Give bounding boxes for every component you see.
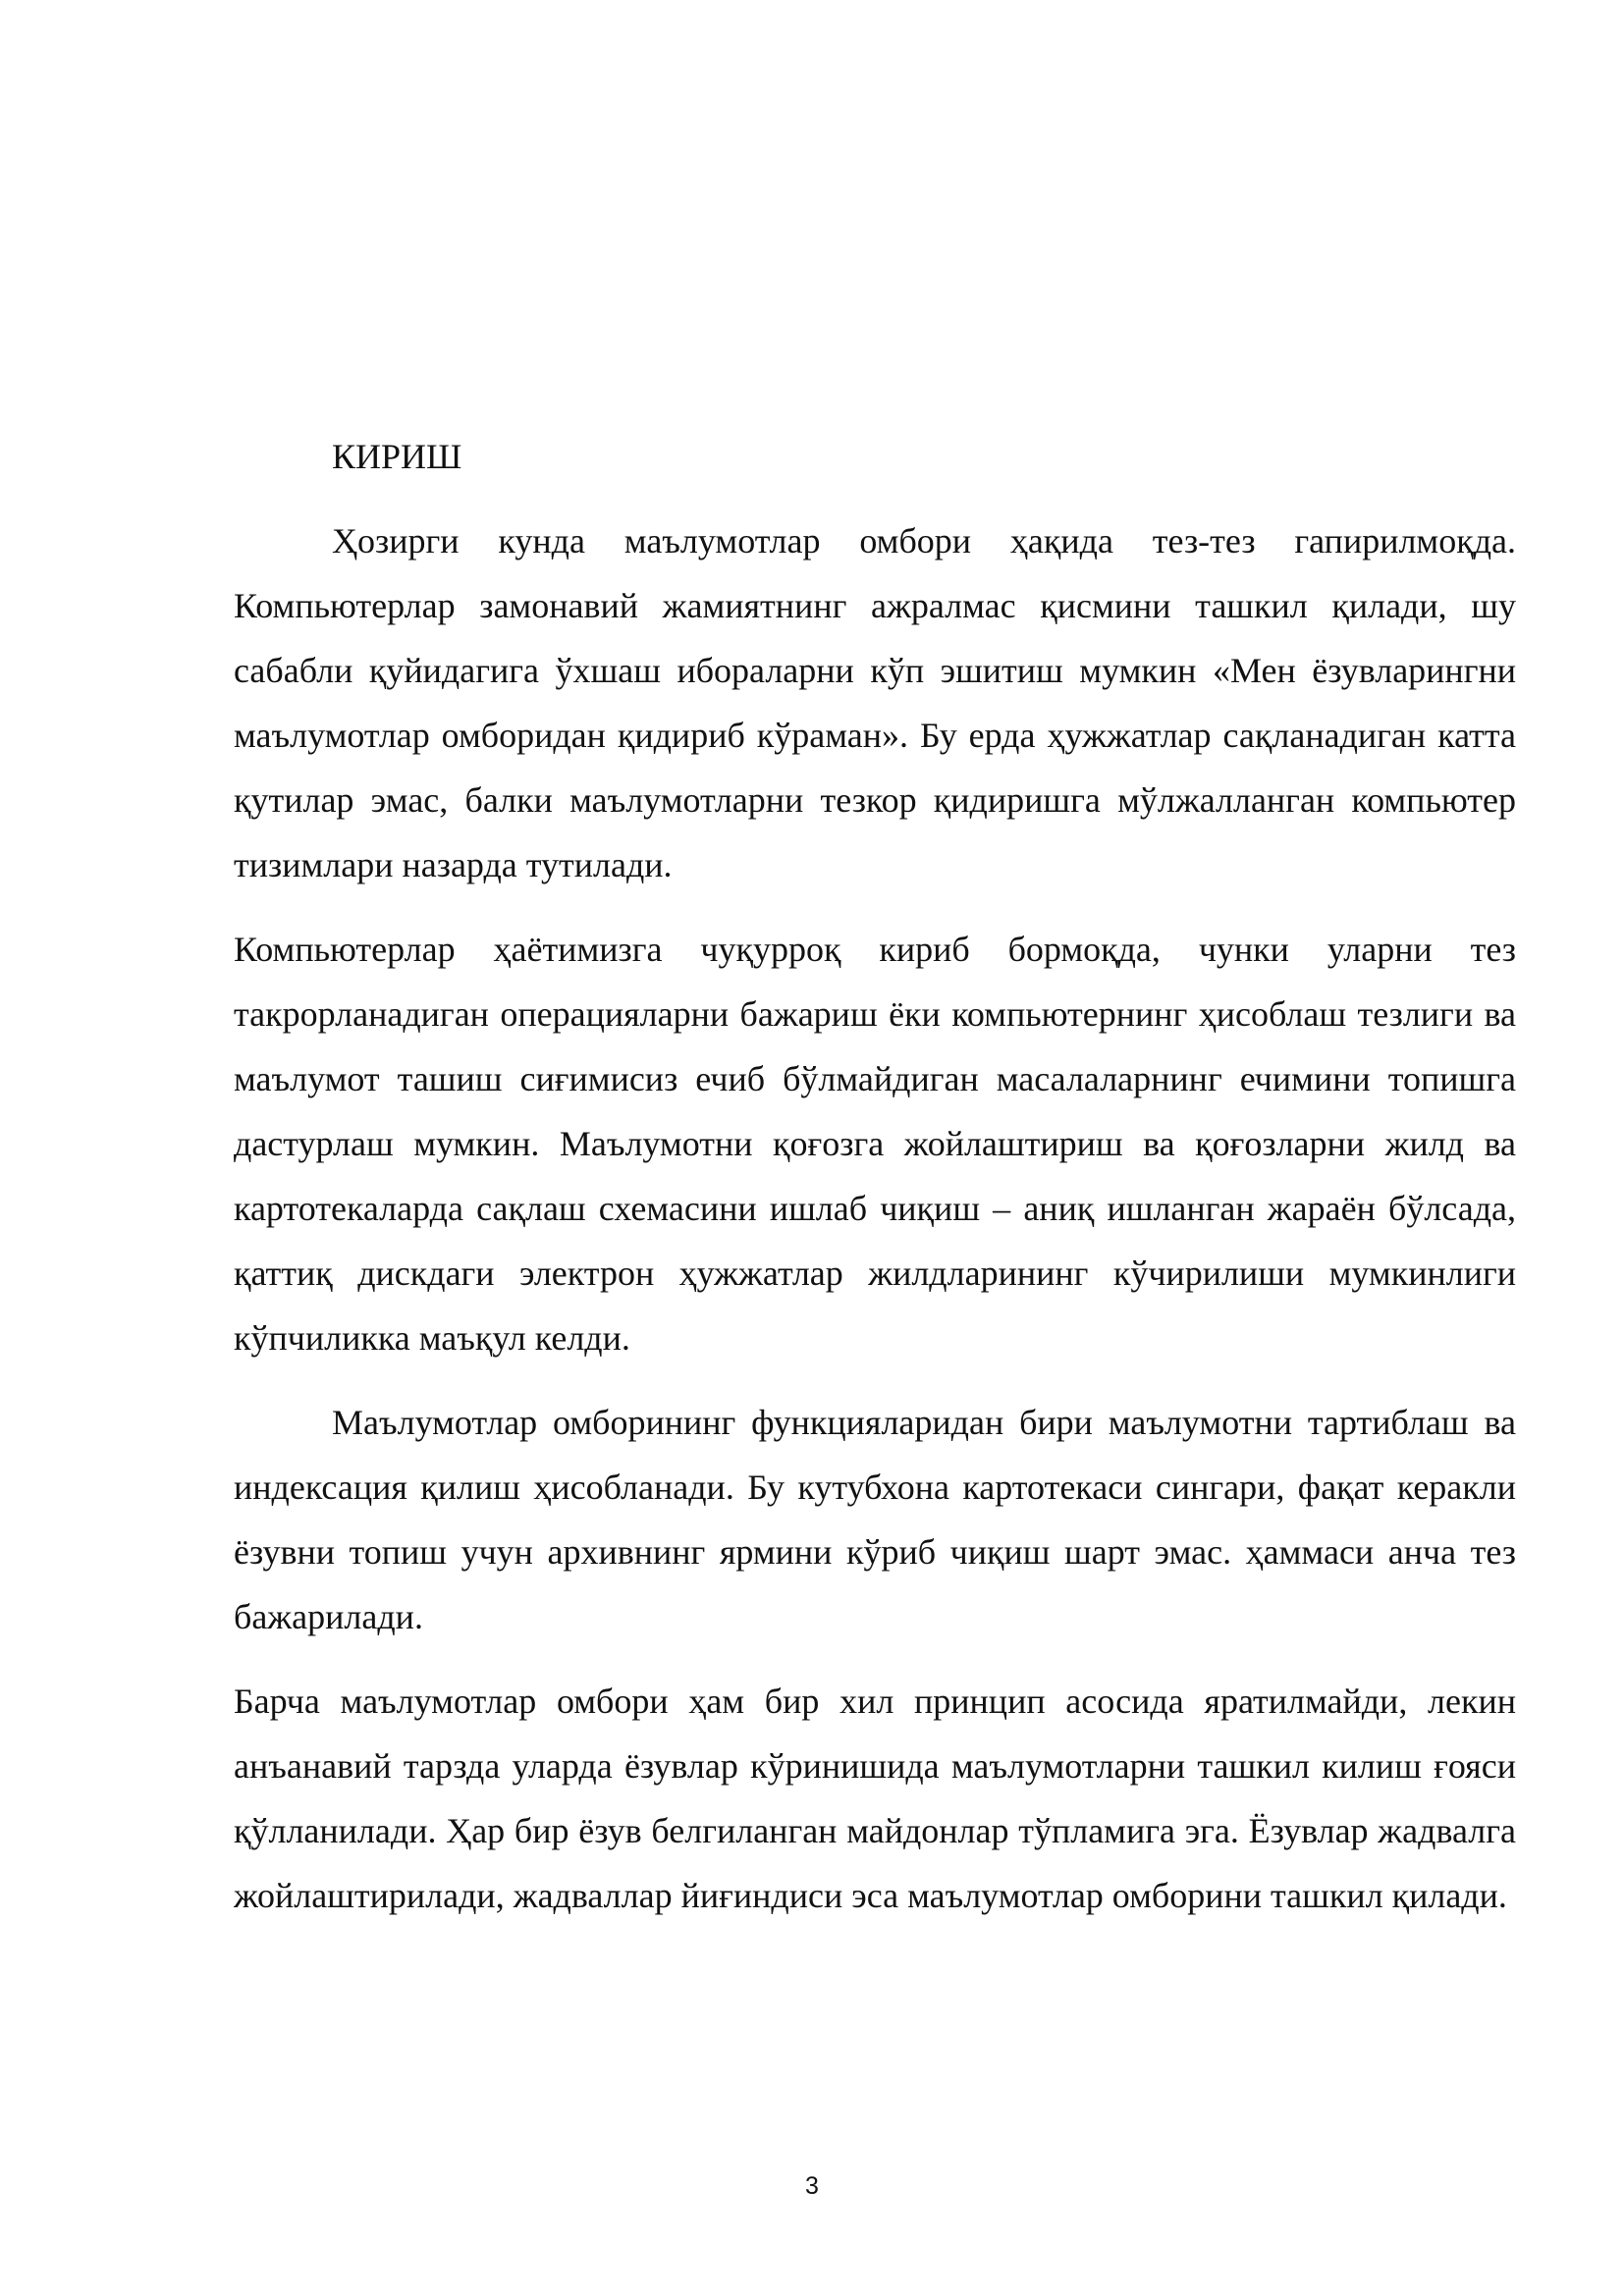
document-body: [234, 424, 1516, 1948]
paragraph-1: Ҳозирги кунда маълумотлар омбори ҳақида тез-тез гапирилмоқда. Компьютерлар замонавий жамиятнинг ажралмас қисмини ташкил қилади, шу сабабли қуйидагига ўхшаш ибораларни кўп эшитиш мумкин «Мен ёзувларингни маълумотлар омборидан қидириб кўраман». Бу ерда ҳужжатлар сақланадиган катта қутилар эмас, балки маълумотларни тезкор қидиришга мўлжалланган компьютер тизимлари назарда тутилади.: [234, 521, 1516, 884]
section-heading: КИРИШ: [332, 437, 462, 476]
page-number: 3: [805, 2172, 819, 2200]
paragraph-3: Маълумотлар омборининг функцияларидан бири маълумотни тартиблаш ва индексация қилиш ҳисобланади. Бу кутубхона картотекаси сингари, фақат керакли ёзувни топиш учун архивнинг ярмини кўриб чиқиш шарт эмас. ҳаммаси анча тез бажарилади.: [234, 1403, 1516, 1636]
paragraph-2: Компьютерлар ҳаётимизга чуқурроқ кириб бормоқда, чунки уларни тез такрорланадиган операцияларни бажариш ёки компьютернинг ҳисоблаш тезлиги ва маълумот ташиш сиғимисиз ечиб бўлмайдиган масалаларнинг ечимини топишга дастурлаш мумкин. Маълумотни қоғозга жойлаштириш ва қоғозларни жилд ва картотекаларда сақлаш схемасини ишлаб чиқиш – аниқ ишланган жараён бўлсада, қаттиқ дискдаги электрон ҳужжатлар жилдларининг кўчирилиши мумкинлиги кўпчиликка маъқул келди.: [234, 930, 1516, 1358]
paragraph-4: Барча маълумотлар омбори ҳам бир хил принцип асосида яратилмайди, лекин анъанавий тарзда уларда ёзувлар кўринишида маълумотларни ташкил килиш ғояси қўлланилади. Ҳар бир ёзув белгиланган майдонлар тўпламига эга. Ёзувлар жадвалга жойлаштирилади, жадваллар йиғиндиси эса маълумотлар омборини ташкил қилади.: [234, 1682, 1516, 1915]
